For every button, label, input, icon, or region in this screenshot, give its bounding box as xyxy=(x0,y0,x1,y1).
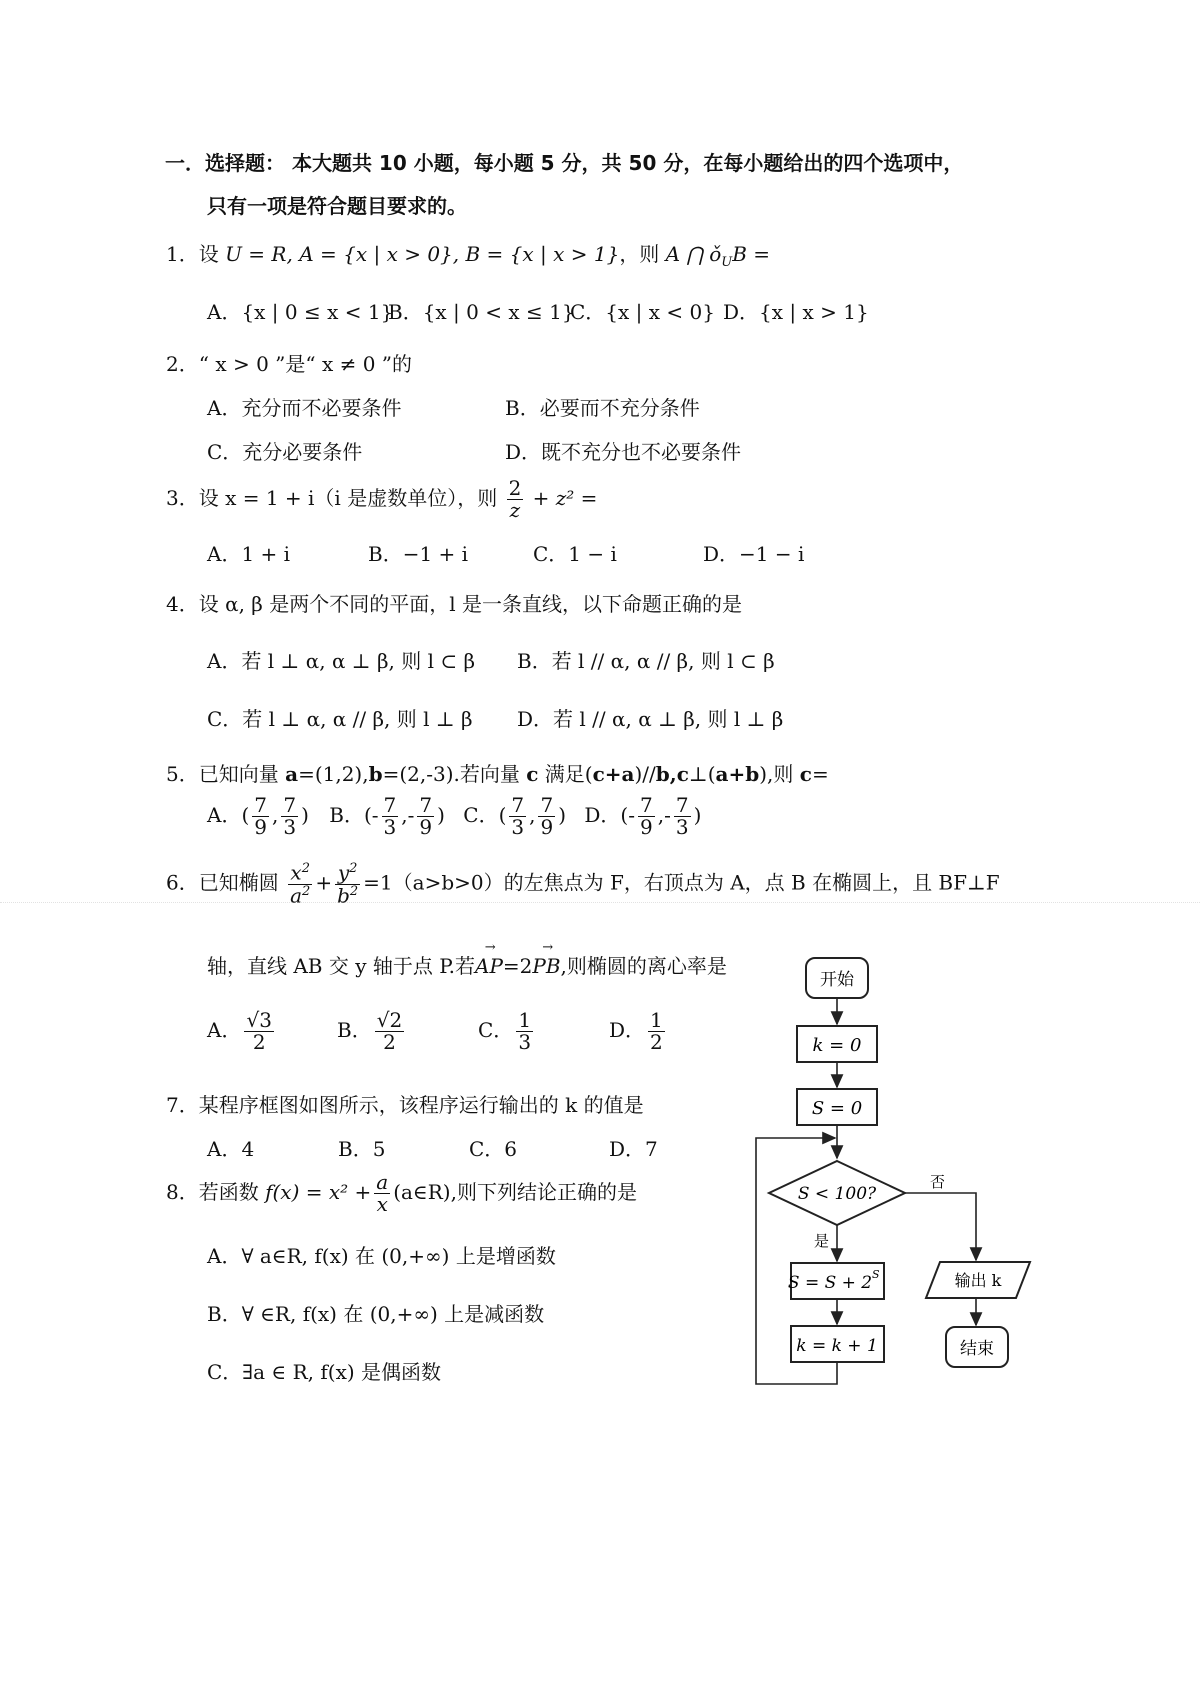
question-6-line2 xyxy=(207,950,727,979)
fraction-denominator: 3 xyxy=(511,815,525,839)
question-text: 满足( xyxy=(538,762,593,786)
question-text: =(2,-3).若向量 xyxy=(382,762,527,786)
question-number: 8． xyxy=(166,1180,199,1204)
q1-option-c: C．{x | x < 0} xyxy=(570,300,715,324)
q4-option-a: A．若 l ⊥ α, α ⊥ β, 则 l ⊂ β xyxy=(207,649,476,673)
question-math: B = xyxy=(732,242,771,266)
vector-ap: → AP xyxy=(475,954,503,978)
fraction xyxy=(281,795,298,838)
fraction xyxy=(509,795,526,838)
question-number: 3． xyxy=(166,486,199,510)
q5-option-a xyxy=(207,795,309,838)
q3-option-c: C．1 − i xyxy=(533,542,617,566)
question-text: )// xyxy=(634,762,656,786)
fraction-denominator: 9 xyxy=(640,815,653,839)
option-sep: ) xyxy=(437,803,445,827)
fraction xyxy=(538,795,555,838)
fraction xyxy=(375,1010,404,1053)
fraction-numerator: 7 xyxy=(540,793,554,817)
fraction-denominator: 9 xyxy=(419,815,433,839)
question-text: 某程序框图如图所示，该程序运行输出的 k 的值是 xyxy=(198,1093,644,1117)
question-7 xyxy=(166,1089,644,1118)
option-label: D． xyxy=(609,1018,646,1042)
fraction-numerator: 7 xyxy=(254,793,267,817)
question-2 xyxy=(166,348,412,377)
option-label: A． xyxy=(207,1018,242,1042)
question-text: ,则椭圆的离心率是 xyxy=(560,954,727,978)
question-math: f(x) = x² + xyxy=(265,1180,372,1204)
question-text: =(1,2), xyxy=(298,762,369,786)
option-sep: ,- xyxy=(657,803,671,827)
fraction-denominator: 2 xyxy=(650,1030,663,1054)
question-text: ),则 xyxy=(759,762,800,786)
question-text: 已知椭圆 xyxy=(198,870,279,895)
flowchart-end-label: 结束 xyxy=(960,1339,994,1359)
fraction-denominator: x xyxy=(376,1192,388,1216)
option-label: D．(- xyxy=(584,803,635,827)
fraction xyxy=(674,795,691,838)
option-sep: , xyxy=(529,803,536,827)
flowchart-yes-label: 是 xyxy=(814,1232,830,1250)
q6-option-d xyxy=(609,1010,668,1053)
q1-option-b: B．{x | 0 < x ≤ 1} xyxy=(388,300,575,324)
fraction xyxy=(516,1010,533,1053)
fraction-y2-b2 xyxy=(335,862,360,906)
option-sep: ) xyxy=(301,803,309,827)
fraction-denominator: 3 xyxy=(283,815,297,839)
vector-expr: b,c xyxy=(655,762,689,786)
fraction-numerator: 2 xyxy=(508,476,522,500)
q5-option-b xyxy=(329,795,445,838)
vector-b: b xyxy=(368,762,383,786)
flowchart xyxy=(740,950,1060,1390)
flowchart-condition-label: S < 100? xyxy=(797,1184,877,1204)
fraction-denominator: 2 xyxy=(252,1030,266,1054)
question-text: =2 xyxy=(502,954,533,978)
question-text: 设 xyxy=(198,242,219,266)
fraction-denominator: 3 xyxy=(675,815,689,839)
question-1 xyxy=(166,238,770,270)
vector-expr: c+a xyxy=(592,762,635,786)
fraction xyxy=(244,1010,273,1053)
question-text: 设 α, β 是两个不同的平面，l 是一条直线，以下命题正确的是 xyxy=(198,592,742,616)
fraction xyxy=(252,795,269,838)
question-text: (a∈R),则下列结论正确的是 xyxy=(393,1180,637,1204)
fraction-numerator: 1 xyxy=(650,1008,663,1032)
q5-options xyxy=(207,795,701,838)
q1-option-a: A．{x | 0 ≤ x < 1} xyxy=(207,300,394,324)
q4-option-b: B．若 l // α, α // β, 则 l ⊂ β xyxy=(517,649,775,673)
fraction-denominator: z xyxy=(509,498,521,522)
question-math: A ⋂ ǒ xyxy=(665,242,722,266)
q8-option-a: A．∀ a∈R, f(x) 在 (0,+∞) 上是增函数 xyxy=(207,1244,556,1268)
fraction-numerator: $y^2$ xyxy=(335,862,360,885)
fraction-numerator: 7 xyxy=(283,793,297,817)
q3-option-d: D．−1 − i xyxy=(703,542,805,566)
flowchart-no-arrow xyxy=(905,1193,976,1260)
fraction xyxy=(382,795,399,838)
q2-option-c: C．充分必要条件 xyxy=(207,440,363,464)
q2-option-d: D．既不充分也不必要条件 xyxy=(505,440,742,464)
flowchart-output-label: 输出 k xyxy=(954,1271,1002,1290)
fraction-denominator: $b^2$ xyxy=(337,883,359,908)
fraction-numerator: a xyxy=(376,1170,389,1194)
vector-c: c xyxy=(526,762,539,786)
question-number: 6． xyxy=(166,870,199,895)
question-text: ，则 xyxy=(619,242,660,266)
vector-a: a xyxy=(285,762,299,786)
option-sep: , xyxy=(271,803,279,827)
section-heading: 一．选择题： 本大题共 10 小题，每小题 5 分，共 50 分，在每小题给出的四个选项中， xyxy=(165,151,964,175)
q7-option-c: C．6 xyxy=(469,1137,518,1161)
question-text: = xyxy=(811,762,829,786)
option-sep: ,- xyxy=(401,803,415,827)
q7-option-d: D．7 xyxy=(609,1137,658,1161)
q6-option-b xyxy=(337,1010,407,1053)
option-label: B． xyxy=(337,1018,372,1042)
q6-option-c xyxy=(478,1010,536,1053)
fraction xyxy=(648,1010,665,1053)
fraction-numerator: 7 xyxy=(383,793,397,817)
flowchart-k0-label: k = 0 xyxy=(812,1035,862,1056)
question-text: 设 x = 1 + i（i 是虚数单位），则 xyxy=(198,486,498,510)
vector-c: c xyxy=(799,762,812,786)
vector-expr: a+b xyxy=(715,762,760,786)
option-sep: ) xyxy=(558,803,567,827)
question-8 xyxy=(166,1172,637,1215)
fraction-denominator: $a^2$ xyxy=(290,883,311,908)
q5-option-c xyxy=(463,795,566,838)
option-label: B．(- xyxy=(329,803,379,827)
fraction-numerator: 7 xyxy=(675,793,689,817)
q4-option-c: C．若 l ⊥ α, α // β, 则 l ⊥ β xyxy=(207,707,473,731)
fraction xyxy=(638,795,655,838)
flowchart-start-label: 开始 xyxy=(820,970,854,990)
question-number: 2． xyxy=(166,352,199,376)
option-label: C． xyxy=(478,1018,514,1042)
q2-option-a: A．充分而不必要条件 xyxy=(207,396,402,420)
question-5 xyxy=(166,758,829,787)
question-text: =1（a>b>0）的左焦点为 F，右顶点为 A，点 B 在椭圆上，且 BF⊥F xyxy=(363,870,1000,895)
fraction-numerator: √2 xyxy=(376,1008,403,1032)
option-sep: ) xyxy=(693,803,702,827)
fraction-numerator: $x^2$ xyxy=(288,862,312,885)
question-4 xyxy=(166,588,742,617)
flowchart-s0-label: S = 0 xyxy=(811,1098,863,1119)
q7-option-a: A．4 xyxy=(207,1137,255,1161)
question-math-sub: U xyxy=(721,255,733,270)
q5-option-d xyxy=(584,795,701,838)
fraction-numerator: 1 xyxy=(518,1008,532,1032)
question-3 xyxy=(166,478,597,521)
question-text: 若函数 xyxy=(198,1180,259,1204)
q4-option-d: D．若 l // α, α ⊥ β, 则 l ⊥ β xyxy=(517,707,784,731)
vector-pb: → PB xyxy=(532,954,560,978)
option-label: A．( xyxy=(207,803,250,827)
fraction-numerator: 7 xyxy=(640,793,653,817)
question-number: 1． xyxy=(166,242,199,266)
fraction xyxy=(417,795,434,838)
fraction-numerator: 7 xyxy=(511,793,525,817)
fraction-denominator: 2 xyxy=(383,1030,396,1054)
q3-option-b: B．−1 + i xyxy=(368,542,469,566)
q2-option-b: B．必要而不充分条件 xyxy=(505,396,700,420)
question-number: 7． xyxy=(166,1093,199,1117)
fraction-denominator: 3 xyxy=(383,815,397,839)
question-number: 5． xyxy=(166,762,199,786)
option-label: C．( xyxy=(463,803,507,827)
q8-option-c: C．∃a ∈ R, f(x) 是偶函数 xyxy=(207,1360,442,1384)
flowchart-update-s-label: S = S + 2 xyxy=(787,1273,873,1293)
question-text: ⊥( xyxy=(688,762,716,786)
question-math: + z² = xyxy=(532,486,598,510)
fraction-x2-a2 xyxy=(288,862,312,906)
flowchart-update-k-label: k = k + 1 xyxy=(796,1336,878,1356)
q8-option-b: B．∀ ∈R, f(x) 在 (0,+∞) 上是减函数 xyxy=(207,1302,545,1326)
fraction xyxy=(507,478,524,521)
section-heading-cont: 只有一项是符合题目要求的。 xyxy=(207,194,467,218)
fraction xyxy=(374,1172,390,1215)
question-number: 4． xyxy=(166,592,199,616)
question-6: 6．已知椭圆 $\frac{x^2}{a^2}$ + $\frac{y^2}{b^2}$ =1（a>b>0）的左焦点为 F，右顶点为 A，点 B 在椭圆上，且 BF⊥F xyxy=(166,860,1000,908)
fraction-numerator: √3 xyxy=(246,1008,272,1032)
flowchart-no-label: 否 xyxy=(930,1173,946,1191)
q3-option-a: A．1 + i xyxy=(207,542,291,566)
question-text: 轴，直线 AB 交 y 轴于点 P.若 xyxy=(207,954,475,978)
fraction-denominator: 9 xyxy=(540,815,554,839)
question-text: 已知向量 xyxy=(198,762,286,786)
q7-option-b: B．5 xyxy=(338,1137,386,1161)
flowchart-update-s-exponent: S xyxy=(872,1268,880,1281)
q6-option-a xyxy=(207,1010,277,1053)
fraction-numerator: 7 xyxy=(419,793,433,817)
question-math: U = R, A = {x | x > 0}, B = {x | x > 1} xyxy=(225,242,620,266)
fraction-denominator: 9 xyxy=(254,815,267,839)
fraction-denominator: 3 xyxy=(518,1030,532,1054)
q1-option-d: D．{x | x > 1} xyxy=(723,300,869,324)
question-text: “ x > 0 ”是“ x ≠ 0 ”的 xyxy=(198,352,413,376)
